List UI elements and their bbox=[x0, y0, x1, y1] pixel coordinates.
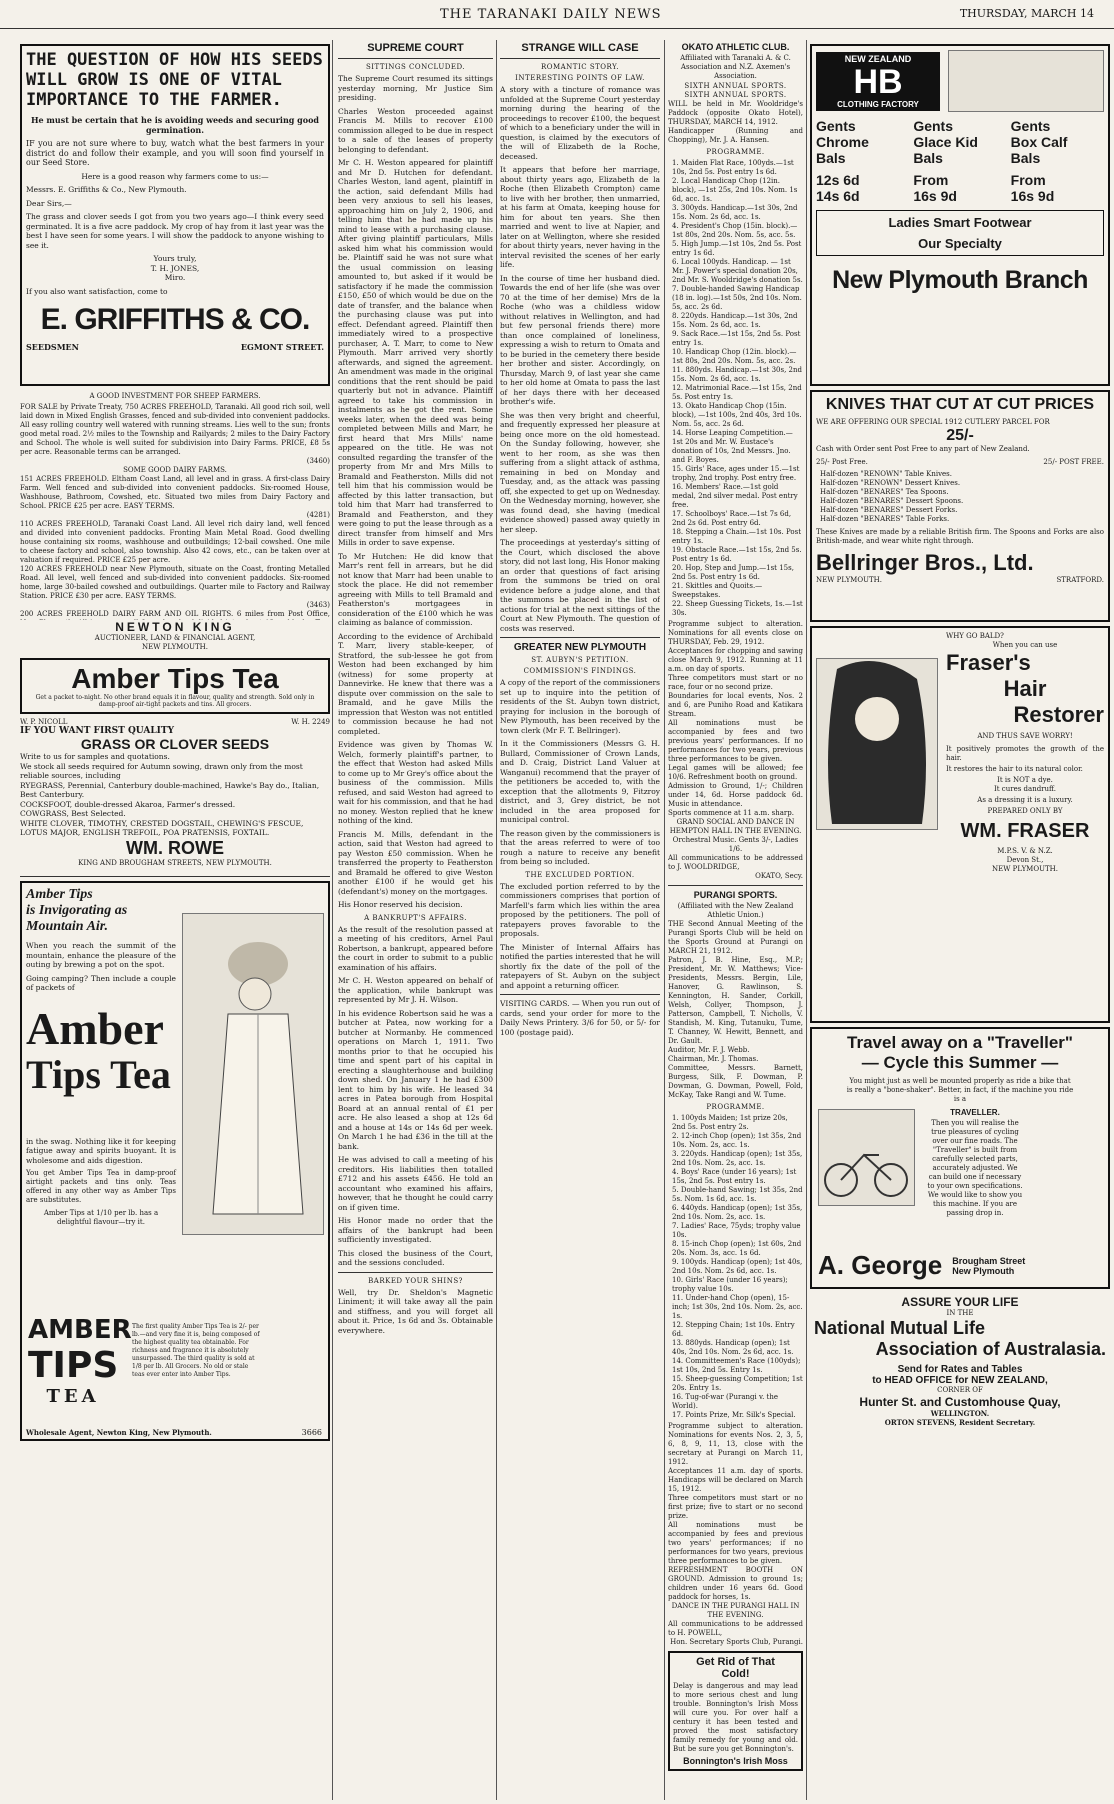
np-branch: New Plymouth Branch bbox=[832, 266, 1088, 294]
knives-item: Half-dozen "RENOWN" Table Knives. bbox=[820, 470, 952, 478]
column-rule bbox=[496, 40, 497, 1800]
tea-heading-1: Amber Tips bbox=[26, 887, 93, 902]
tea-logo-tips: TIPS bbox=[28, 1345, 119, 1386]
shoe-glace-l3: Bals bbox=[913, 150, 943, 166]
court-p4: To Mr Hutchen: He did know that Marr's rent fell in arrears, but he did not know that Marr had been unable to stock the place. He did not remember agreeing with Mills to tell Bramald and Featherston's mortgagees in consideration of the £100 which he was claiming as balance of commission. bbox=[338, 551, 493, 627]
shoe-glace-l1: Gents bbox=[913, 118, 954, 134]
fraser-h3: Restorer bbox=[1013, 702, 1104, 727]
masthead-title: THE TARANAKI DAILY NEWS bbox=[440, 7, 662, 22]
hb-top: NEW ZEALAND bbox=[844, 53, 912, 64]
knives-post-row bbox=[816, 458, 1104, 466]
purangi-p10: REFRESHMENT BOOTH ON GROUND. Admission to ground 1s; children under 16 years 6d. Good paddock for horses, 1s. bbox=[668, 1566, 803, 1601]
george-name: A. George bbox=[818, 1250, 943, 1280]
okato-aff: Affiliated with Taranaki A. & C. Association and N.Z. Axemen's Association. bbox=[680, 54, 791, 80]
newton-king-place: NEW PLYMOUTH. bbox=[142, 643, 208, 651]
newton-king-name: NEWTON KING bbox=[115, 620, 235, 634]
okato-sports: SIXTH ANNUAL SPORTS. bbox=[684, 82, 787, 90]
shoe-boxcalf-l3: Bals bbox=[1010, 150, 1041, 166]
shoe-glace-l2: Glace Kid bbox=[913, 134, 978, 150]
fraser-prep: PREPARED ONLY BY bbox=[987, 807, 1063, 815]
nmla-p1: Send for Rates and Tables bbox=[897, 1364, 1023, 1375]
rowe-name: WM. ROWE bbox=[126, 837, 224, 858]
woman-illustration bbox=[182, 913, 324, 1235]
griffiths-brand: E. GRIFFITHS & CO. bbox=[40, 303, 310, 336]
bank-p4: He was advised to call a meeting of his creditors. His liabilities then totalled £712 and his assets £456. He told an accountant who examined his affairs, however, that he thought he could carry on if given time. bbox=[338, 1155, 493, 1212]
okato-p4: Boundaries for local events, Nos. 2 and 6, are Puniho Road and Katikara Stream. bbox=[668, 692, 803, 718]
bellringer-right: STRATFORD. bbox=[1056, 576, 1104, 584]
knives-items bbox=[816, 470, 1104, 524]
shoe-chrome-l3: Bals bbox=[816, 150, 846, 166]
hb-mid: HB bbox=[853, 62, 903, 101]
nmla-addr: Hunter St. and Customhouse Quay, bbox=[859, 1395, 1061, 1409]
knives-item: Half-dozen "BENARES" Dessert Forks. bbox=[820, 506, 958, 514]
purangi-p2: Patron, J. B. Hine, Esq., M.P.; President, Mr. W. Matthews; Vice-Presidents, Messrs. Bergin, Lile, Hanover, G. Rawlinson, S. Kennington, H. Sander, Corkill, Welsh, Collyer, Thompson, J. Patterson, Campbell, T. Nicholls, V. Standish, M. King, Tutanuku, Tume, T. Channey, W. Hewitt, Bennett, and Dr. Gault. bbox=[668, 956, 803, 1045]
griffiths-right: EGMONT STREET. bbox=[240, 342, 324, 352]
purangi-prog-item: 9. 100yds. Handicap (open); 1st 40s, 2nd 10s. Nom. 2s 6d, acc. 1s. bbox=[672, 1258, 803, 1275]
shoe-glace-p1: From bbox=[913, 172, 949, 188]
okato-prog-item: 7. Double-handed Sawing Handicap (18 in. log).—1st 50s, 2nd 10s. Nom. 5s, acc. 2s 6d. bbox=[672, 285, 802, 311]
knives-p5: These Knives are made by a reliable British firm. The Spoons and Forks are also British-made, and wear white right through. bbox=[816, 528, 1104, 545]
purangi-prog-item: 12. Stepping Chain; 1st 10s. Entry 6d. bbox=[672, 1321, 795, 1338]
rowe-line-3: RYEGRASS, Perennial, Canterbury double-machined, Hawke's Bay do., Italian, Best Canterbury. bbox=[20, 780, 320, 799]
knives-price: 25/- bbox=[946, 427, 974, 444]
tea-small-print: The first quality Amber Tips Tea is 2/- per lb.—and very fine it is, being composed of the highest quality tea obtainable. For richness and fragrance it is absolutely unsurpassed. The third quality is sold at 1/8 per lb. All Grocers. No old or stale teas ever enter into Amber Tips. bbox=[132, 1323, 260, 1378]
shoe-chrome-l2: Chrome bbox=[816, 134, 869, 150]
griffiths-seed-ad bbox=[20, 44, 330, 386]
okato-head: OKATO ATHLETIC CLUB. bbox=[681, 42, 790, 52]
purangi-prog-item: 1. 100yds Maiden; 1st prize 20s, 2nd 5s. Post entry 2s. bbox=[672, 1114, 788, 1131]
fraser-cred: M.P.S. V. & N.Z. bbox=[997, 847, 1053, 855]
okato-prog-item: 13. Okato Handicap Chop (15in. block), —1st 100s, 2nd 40s, 3rd 10s. Nom. 5s, acc. 2s 6d. bbox=[672, 402, 802, 428]
factory-illustration bbox=[948, 50, 1104, 112]
travel-h2: — Cycle this Summer — bbox=[861, 1053, 1059, 1072]
knives-item: Half-dozen "BENARES" Table Forks. bbox=[820, 515, 950, 523]
purangi-prog-item: 16. Tug-of-war (Purangi v. the World). bbox=[672, 1393, 778, 1410]
shoe-chrome-p1: 12s 6d bbox=[816, 172, 860, 188]
letter-name: T. H. JONES, bbox=[150, 263, 200, 273]
letter-place: Miro. bbox=[164, 273, 186, 282]
tea-ref: 3666 bbox=[301, 1428, 322, 1437]
fraser-save: AND THUS SAVE WORRY! bbox=[977, 732, 1073, 740]
tea-para-3: in the swag. Nothing like it for keeping fatigue away and spirits buoyant. It is wholesome and aids digestion. bbox=[26, 1136, 176, 1165]
greater-np-sub1: ST. AUBYN'S PETITION. bbox=[531, 656, 629, 664]
okato-sports-2: SIXTH ANNUAL SPORTS. bbox=[684, 91, 787, 99]
farm-151: 151 ACRES FREEHOLD. Eltham Coast Land, all level and in grass. A first-class Dairy Farm. Well fenced and sub-divided into convenient paddocks. Six-roomed House, Washhouse, Bathroom, Cowshed, etc. Situated two miles from Dairy Factory and School. PRICE £25 per acre. EASY TERMS. bbox=[20, 475, 330, 510]
seeds-lead: He must be certain that he is avoiding weeds and securing good germination. bbox=[30, 115, 319, 135]
column-3 bbox=[500, 40, 660, 1800]
nmla-2: Association of Australasia. bbox=[875, 1339, 1106, 1359]
amber-banner-sub: Get a packet to-night. No other brand equals it in flavour, quality and strength. Sold only in damp-proof air-tight packets and tins. All grocers. bbox=[35, 694, 315, 708]
knives-p3: 25/- Post Free. bbox=[816, 458, 868, 466]
cold-brand: Bonnington's Irish Moss bbox=[683, 1756, 788, 1766]
ladies-line-1: Ladies Smart Footwear bbox=[888, 215, 1032, 230]
column-rule bbox=[664, 40, 665, 1800]
shoe-glace-p2: 16s 9d bbox=[913, 188, 957, 204]
okato-concert: GRAND SOCIAL AND DANCE IN HEMPTON HALL IN THE EVENING. Orchestral Music. Gents 3/-, Ladies 1/6. bbox=[669, 818, 802, 853]
tea-heading-2: is Invigorating as bbox=[26, 903, 128, 918]
okato-p3: Three competitors must start or no race, four or no second prize. bbox=[668, 674, 803, 691]
seeds-body: IF you are not sure where to buy, watch what the best farmers in your district do and follow their example, and you will soon find yourself in our Seed Store. bbox=[26, 139, 324, 167]
travel-name: TRAVELLER. bbox=[950, 1108, 1000, 1117]
national-mutual-ad bbox=[810, 1293, 1110, 1429]
visiting-cards: VISITING CARDS. — When you run out of cards, send your order for more to the Daily News Printery. 3/6 for 50, or 5/- for 100 (postage paid). bbox=[500, 999, 660, 1037]
gp-p2: In it the Commissioners (Messrs G. H. Bullard, Commissioner of Crown Lands, and D. Craig, District Land Valuer at Wanganui) recommend that the prayer of the petitioners be acceded to, with the exception that the allotments 9, Fitzroy district, and 3, Grey district, be not included in the area proposed for municipal control. bbox=[500, 739, 660, 824]
satisfaction-line: If you also want satisfaction, come to bbox=[26, 286, 168, 296]
tea-agent: Wholesale Agent, Newton King, New Plymouth. bbox=[26, 1428, 212, 1437]
fraser-p2: It restores the hair to its natural color. bbox=[946, 765, 1083, 773]
bellringer-knives-ad bbox=[810, 390, 1110, 622]
seeds-reason: Here is a good reason why farmers come to us:— bbox=[81, 171, 269, 181]
tea-para-1: When you reach the summit of the mountain, enhance the pleasure of the outing by brewing a pot on the spot. bbox=[26, 941, 176, 969]
amber-banner-title: Amber Tips Tea bbox=[71, 663, 279, 694]
george-row bbox=[818, 1250, 1025, 1281]
griffiths-left: SEEDSMEN bbox=[26, 342, 79, 352]
okato-p1: Programme subject to alteration. Nominations for all events close on THURSDAY, Feb. 29, 1912. bbox=[668, 620, 803, 646]
newton-king-land-ad bbox=[20, 390, 330, 620]
rowe-line-4: COCKSFOOT, double-dressed Akaroa, Farmer's dressed. bbox=[20, 799, 236, 809]
purangi-p12: All communications to be addressed to H. POWELL, bbox=[668, 1620, 803, 1637]
travel-h1: Travel away on a "Traveller" bbox=[847, 1033, 1073, 1052]
purangi-aff: (Affiliated with the New Zealand Athletic Union.) bbox=[677, 902, 794, 919]
nmla-corner: CORNER OF bbox=[937, 1386, 983, 1394]
letter-sign: Yours truly, bbox=[153, 254, 197, 263]
knives-p1: WE ARE OFFERING OUR SPECIAL 1912 CUTLERY PARCEL FOR bbox=[816, 418, 1050, 426]
okato-prog-item: 10. Handicap Chop (12in. block).—1st 80s, 2nd 20s. Nom. 5s, acc. 2s. bbox=[672, 348, 797, 365]
purangi-p13: Hon. Secretary Sports Club, Purangi. bbox=[670, 1638, 803, 1646]
column-2 bbox=[338, 40, 493, 1800]
hb-clothing-ad bbox=[810, 44, 1110, 386]
okato-held: WILL be held in Mr. Wooldridge's Paddock (opposite Okato Hotel), THURSDAY, MARCH 14, 1912. bbox=[668, 100, 803, 126]
bank-p5: His Honor made no order that the affairs of the bankrupt had been sufficiently investigated. bbox=[338, 1216, 493, 1244]
purangi-prog-item: 17. Points Prize, Mr. Silk's Special. bbox=[672, 1411, 796, 1419]
column-4 bbox=[668, 40, 803, 1800]
farm-head: A GOOD INVESTMENT FOR SHEEP FARMERS. bbox=[89, 392, 261, 400]
nicoll-right: W. H. 2249 bbox=[291, 718, 330, 726]
purangi-p1: THE Second Annual Meeting of the Purangi Sports Club will be held on the Sports Ground at Purangi on MARCH 21, 1912. bbox=[668, 920, 803, 955]
shoe-boxcalf-p2: 16s 9d bbox=[1010, 188, 1055, 204]
court-p1: The Supreme Court resumed its sittings yesterday morning, Mr Justice Sim presiding. bbox=[338, 74, 493, 102]
will-p1: A story with a tincture of romance was unfolded at the Supreme Court yesterday morning during the hearing of the proceedings to recover £100, the bequest of which to a beneficiary under the will in question, is claimed by the executors of the will of Elizabeth de la Roche, deceased. bbox=[500, 85, 660, 161]
fraser-p1: It positively promotes the growth of the hair. bbox=[946, 745, 1104, 762]
rowe-line-6: WHITE CLOVER, TIMOTHY, CRESTED DOGSTAIL, CHEWING'S FESCUE, LOTUS MAJOR, ENGLISH TREFOIL, POA PRATENSIS, FOXTAIL. bbox=[20, 818, 304, 837]
okato-prog-item: 19. Obstacle Race.—1st 15s, 2nd 5s. Post entry 1s 6d. bbox=[672, 546, 802, 563]
bankrupt-head: A BANKRUPT'S AFFAIRS. bbox=[364, 913, 467, 922]
okato-prog-item: 6. Local 100yds. Handicap. — 1st Mr. J. Power's special donation 20s, 2nd Mr. S. Wooldridge's donation 5s. bbox=[672, 258, 803, 284]
shoe-chrome-l1: Gents bbox=[816, 118, 856, 134]
okato-prog-item: 14. Horse Leaping Competition.—1st 20s and Mr. W. Eustace's donation of 10s, 2nd Messrs. Jno. and F. Boyes. bbox=[672, 429, 793, 464]
okato-prog-item: 9. Sack Race.—1st 15s, 2nd 5s. Post entry 1s. bbox=[672, 330, 801, 347]
rowe-intro: IF YOU WANT FIRST QUALITY bbox=[20, 726, 175, 736]
okato-sec-1: All communications to be addressed to J. WOOLDRIDGE, bbox=[668, 854, 803, 871]
shoe-boxcalf-l1: Gents bbox=[1010, 118, 1051, 134]
hb-logo-row bbox=[816, 50, 1104, 112]
purangi-prog-item: 5. Double-hand Sawing; 1st 35s, 2nd 5s. Nom. 1s 6d, acc. 1s. bbox=[672, 1186, 803, 1203]
gp-p1: A copy of the report of the commissioners set up to inquire into the petition of residents of the St. Aubyn town district, praying for inclusion in the borough of New Plymouth, has been received by the town clerk (Mr F. T. Bellringer). bbox=[500, 678, 660, 735]
letter-body: The grass and clover seeds I got from you two years ago—I think every seed germinated. It is a five acre paddock. My crop of hay from it last year was the best I have seen for some years. I will show the paddock to anyone wishing to see it. bbox=[26, 212, 324, 250]
okato-p5: All nominations must be accompanied by fees and two previous years' performances. If no performances for two years, previous three performances to be given. bbox=[668, 719, 803, 763]
purangi-p3: Auditor, Mr. F. J. Webb. bbox=[668, 1046, 750, 1054]
purangi-p4: Chairman, Mr. J. Thomas. bbox=[668, 1055, 759, 1063]
tea-para-5: Amber Tips at 1/10 per lb. has a delightful flavour—try it. bbox=[43, 1209, 159, 1226]
nmla-city: WELLINGTON. bbox=[930, 1409, 990, 1418]
purangi-head: PURANGI SPORTS. bbox=[693, 890, 778, 900]
cold-head-2: Cold! bbox=[721, 1668, 750, 1680]
shoe-prices bbox=[816, 118, 1104, 204]
will-p4: She was then very bright and cheerful, and frequently expressed her pleasure at being once more on the old homestead. On the Sunday following, however, she went to her room, as she was then suffering from a slight attack of asthma, remaining in bed on Monday and Tuesday, and, as the attack was passing off, she expected to get up on Wednesday. On the Wednesday morning, however, she was found dead, she having (medical evidence showed) passed away quietly in her sleep. bbox=[500, 410, 660, 534]
fraser-when: When you can use bbox=[992, 641, 1058, 649]
amber-tips-banner bbox=[20, 658, 330, 714]
column-rule bbox=[332, 40, 333, 1800]
farm-151-ref: (4281) bbox=[306, 511, 330, 519]
barked-head: BARKED YOUR SHINS? bbox=[368, 1276, 463, 1285]
farm-120: 120 ACRES FREEHOLD near New Plymouth, situate on the Coast, fronting Metalled Road. All level, well fenced and sub-divided into convenient paddocks. Six-roomed home, large 30-bailed cowshed and outbuildings. Quarter mile to Factory and Railway Station. PRICE £30 per acre. EASY TERMS. bbox=[20, 565, 330, 600]
court-p7: Francis M. Mills, defendant in the action, said that Weston had agreed to pay Weston £50 commission. When he transferred the property to Featherston and Bramald he offered to give Weston another £100 if he would get his (defendant's) money on the mortgages. bbox=[338, 829, 493, 896]
purangi-p9: All nominations must be accompanied by fees and previous two years' performances; if no performances for two years, previous three performances to be given. bbox=[668, 1521, 803, 1565]
nmla-p2: to HEAD OFFICE for NEW ZEALAND, bbox=[872, 1375, 1048, 1386]
will-case-sub2: INTERESTING POINTS OF LAW. bbox=[515, 74, 645, 82]
farm-dairy-head: SOME GOOD DAIRY FARMS. bbox=[123, 466, 227, 474]
bank-p6: This closed the business of the Court, and the sessions concluded. bbox=[338, 1248, 493, 1267]
shoe-chrome bbox=[816, 118, 909, 204]
ladies-box bbox=[816, 210, 1104, 256]
farm-750-ref: (3460) bbox=[306, 457, 330, 465]
rowe-address: KING AND BROUGHAM STREETS, NEW PLYMOUTH. bbox=[78, 858, 272, 867]
fraser-h2: Hair bbox=[1003, 676, 1047, 701]
tea-para-4: You get Amber Tips Tea in damp-proof airtight packets and tins only. Teas offered in any other way as Amber Tips are substitutes. bbox=[26, 1169, 176, 1204]
fraser-p5: As a dressing it is a luxury. bbox=[977, 796, 1073, 804]
okato-prog-item: 20. Hop, Step and Jump.—1st 15s, 2nd 5s. Post entry 1s 6d. bbox=[672, 564, 794, 581]
court-p8: His Honor reserved his decision. bbox=[338, 900, 463, 909]
okato-p6: Legal games will be allowed; fee 10/6. Refreshment booth on ground. bbox=[668, 764, 803, 781]
purangi-prog-item: 10. Girls' Race (under 16 years); trophy value 10s. bbox=[672, 1276, 788, 1293]
farm-110: 110 ACRES FREEHOLD, Taranaki Coast Land. All level rich dairy land, well fenced and divided into convenient paddocks. Fronting Main Metal Road. Good dwelling house containing six rooms, washhouse and outbuildings; 12-bail cowshed. One mile to cheese factory and school, also township. Also 42 cows, etc., can be taken over at valuation if required. PRICE £25 per acre. bbox=[20, 520, 330, 564]
purangi-prog-item: 15. Sheep-guessing Competition; 1st 20s. Entry 1s. bbox=[672, 1375, 803, 1392]
fraser-addr2: NEW PLYMOUTH. bbox=[992, 865, 1058, 873]
okato-prog-item: 11. 880yds. Handicap.—1st 30s, 2nd 15s. Nom. 2s 6d, acc. 1s. bbox=[672, 366, 802, 383]
purangi-prog-item: 3. 220yds. Handicap (open); 1st 35s, 2nd 10s. Nom. 2s, acc. 1s. bbox=[672, 1150, 803, 1167]
tea-logo bbox=[28, 1315, 132, 1407]
bank-p1: As the result of the resolution passed at a meeting of his creditors, Arnel Paul Robertson, a bankrupt, appeared before the court in order to submit to a public examination of his affairs. bbox=[338, 924, 493, 972]
okato-prog-head: PROGRAMME. bbox=[706, 148, 765, 156]
hb-bottom: CLOTHING FACTORY bbox=[837, 99, 919, 109]
okato-sec-2: OKATO, Secy. bbox=[755, 872, 803, 880]
nmla-sec: ORTON STEVENS, Resident Secretary. bbox=[884, 1418, 1036, 1427]
court-p3: Mr C. H. Weston appeared for plaintiff and Mr D. Hutchen for defendant. Charles Weston, land agent, plaintiff in the action, said defendant Mills had been very anxious to sell his leases, approaching him on July 2, 1906, and telling him that he had made up his mind to lease with a purchasing clause. After giving plaintiff particulars, Mills asked him what his commission would be. Plaintiff said he was not sure what the usual commission on leasing amounted to, but asked if it would be satisfactory if he made the commission £150, £50 of which would be due on the date of transfer, and the balance when the purchasing clause was put into effect. Defendant agreed. Plaintiff then immediately wired to a prospective purchaser, A. T. Marr, to come to New Plymouth. Marr arrived very shortly afterwards, and signed the agreement. An amendment was made in the original conditions that the rent should be paid quarterly but not in advance. Plaintiff agreed to take his commission in instalments as he got the rent. Some weeks later, when the deed was being completed between Mills and Marr, he first heard that Mrs Mills' name appeared on the title. He was not consulted regarding the transfer of the property from Mr and Mrs Mills to Bramald and Featherston. Mills did not tell him that his commission would be affected by this latter transaction, but told him that Marr had transferred to Bramald and Featherston, and they were going to put the lease through as a direct transfer from himself and Mrs Mills in order to save expense. bbox=[338, 158, 493, 547]
column-5 bbox=[810, 40, 1110, 1800]
okato-p8: Sports commence at 11 a.m. sharp. bbox=[668, 809, 794, 817]
fraser-h1: Fraser's bbox=[946, 650, 1031, 675]
fraser-hair-ad bbox=[810, 626, 1110, 1023]
seeds-headline: THE QUESTION OF HOW HIS SEEDS WILL GROW IS ONE OF VITAL IMPORTANCE TO THE FARMER. bbox=[26, 50, 323, 110]
supreme-court-sub: SITTINGS CONCLUDED. bbox=[365, 63, 466, 71]
will-p2: It appears that before her marriage, about thirty years ago, Elizabeth de la Roche (then Elizabeth Crompton) came to live with her brother, then unmarried, at his farm at Omata, keeping house for him for about ten years. She then married and went to live at Napier, and later on at Wellington, where she resided for about thirty years, never having in the interval revisited the scenes of her early life. bbox=[500, 165, 660, 269]
will-case-sub1: ROMANTIC STORY. bbox=[540, 63, 620, 71]
irish-moss-ad bbox=[668, 1651, 803, 1771]
okato-prog-item: 1. Maiden Flat Race, 100yds.—1st 10s, 2nd 5s. Post entry 1s 6d. bbox=[672, 159, 794, 176]
okato-p2: Acceptances for chopping and sawing close March 9, 1912. Running at 11 a.m. on day of sports. bbox=[668, 647, 803, 673]
tea-logo-tea: TEA bbox=[46, 1386, 100, 1407]
masthead-date: THURSDAY, MARCH 14 bbox=[959, 7, 1094, 20]
okato-prog-item: 22. Sheep Guessing Tickets, 1s.—1st 30s. bbox=[672, 600, 803, 617]
knives-item: Half-dozen "RENOWN" Dessert Knives. bbox=[820, 479, 961, 487]
hb-logo bbox=[816, 52, 940, 111]
nmla-1: National Mutual Life bbox=[814, 1318, 985, 1338]
purangi-prog-item: 8. 15-inch Chop (open); 1st 60s, 2nd 20s. Nom. 3s, acc. 1s 6d. bbox=[672, 1240, 802, 1257]
okato-prog-item: 17. Schoolboys' Race.—1st 7s 6d, 2nd 2s 6d. Post entry 6d. bbox=[672, 510, 792, 527]
fraser-name: WM. FRASER bbox=[960, 820, 1090, 842]
gp-p3: The reason given by the commissioners is that the areas referred to were of too rough a nature to receive any benefit from being so included. bbox=[500, 828, 660, 866]
tea-para-2: Going camping? Then include a couple of packets of bbox=[26, 973, 176, 992]
griffiths-footer bbox=[26, 342, 324, 352]
purangi-p5: Committee, Messrs. Barnett, Burgess, Silk, F. Dowman, P. Dowman, G. Dowman, Powell, Fold, McKay, Take Rangi and W. Tume. bbox=[668, 1064, 803, 1099]
travel-p1: You might just as well be mounted properly as ride a bike that is really a "bone-shaker". Better, in fact, if the machine you ride is a bbox=[846, 1077, 1074, 1103]
okato-prog-item: 3. 300yds. Handicap.—1st 30s, 2nd 15s. Nom. 2s 6d, acc. 1s. bbox=[672, 204, 798, 221]
bank-p3: In his evidence Robertson said he was a butcher at Patea, now working for a butcher at Normanby. He commenced operations on March 1, 1911. Two months prior to that he occupied his time and spent part of his capital in erecting a slaughterhouse and building down shed. On January 1 he had £300 lent to him by his wife. He leased 34 acres in Patea borough from Hospital Board at an annual rental of £1 per acre. He also leased a shop at 12s 6d and a house at 14s or 14s 6d per week. On March 1 he had £36 in the till at the bank. bbox=[338, 1008, 493, 1151]
will-p5: The proceedings at yesterday's sitting of the Court, which disclosed the above story, did not last long, His Honor making an order that questions of fact arising from the summons be tried on oral evidence before a judge alone, and that the summons be placed in the list of actions for trial at the next sittings of the Court at New Plymouth. The question of costs was reserved. bbox=[500, 538, 660, 633]
greater-np-sub2: COMMISSION'S FINDINGS. bbox=[523, 667, 637, 675]
bellringer-name: Bellringer Bros., Ltd. bbox=[816, 550, 1034, 575]
column-1 bbox=[20, 40, 330, 1800]
purangi-prog-item: 11. Under-hand Chop (open), 15-inch; 1st 30s, 2nd 10s. Nom. 2s, acc. 1s. bbox=[672, 1294, 803, 1320]
fraser-p3: It is NOT a dye. bbox=[997, 776, 1053, 784]
fraser-p4: It cures dandruff. bbox=[994, 785, 1056, 793]
amber-tips-tea-ad bbox=[20, 881, 330, 1441]
masthead bbox=[0, 0, 1114, 29]
purangi-prog-item: 2. 12-inch Chop (open); 1st 35s, 2nd 10s. Nom. 2s, acc. 1s. bbox=[672, 1132, 802, 1149]
tea-logo-amber: AMBER bbox=[28, 1315, 132, 1345]
purangi-prog-item: 7. Ladies' Race, 75yds; trophy value 10s. bbox=[672, 1222, 801, 1239]
okato-prog-item: 8. 220yds. Handicap.—1st 30s, 2nd 15s. Nom. 2s 6d, acc. 1s. bbox=[672, 312, 798, 329]
will-case-head: STRANGE WILL CASE bbox=[521, 42, 639, 54]
bellringer-left: NEW PLYMOUTH. bbox=[816, 576, 882, 584]
supreme-court-head: SUPREME COURT bbox=[367, 42, 464, 54]
purangi-prog-item: 14. Committeemen's Race (100yds); 1st 10s, 2nd 5s. Entry 1s. bbox=[672, 1357, 801, 1374]
rowe-head: GRASS OR CLOVER SEEDS bbox=[80, 736, 270, 752]
gp-p5: The Minister of Internal Affairs has notified the parties interested that he will shortly fix the date of the poll of the ratepayers of St. Aubyn on the subject and appoint a returning officer. bbox=[500, 942, 660, 990]
okato-prog-item: 12. Matrimonial Race.—1st 15s, 2nd 5s. Post entry 1s. bbox=[672, 384, 802, 401]
purangi-programme bbox=[668, 1114, 803, 1420]
travel-p2: Then you will realise the true pleasures of cycling over our fine roads. The "Traveller" is built from carefully selected parts, accurately adjusted. We can build one if necessary to your own specifications. We would like to show you this machine. If you are passing drop in. bbox=[927, 1119, 1023, 1217]
tea-brand-tipstea: Tips Tea bbox=[26, 1051, 171, 1097]
assure: ASSURE YOUR LIFE bbox=[901, 1295, 1019, 1309]
bellringer-places bbox=[816, 576, 1104, 584]
nicoll-line bbox=[20, 718, 330, 726]
george-addr1: Brougham Street bbox=[952, 1255, 1026, 1266]
nicoll-left: W. P. NICOLL bbox=[20, 718, 68, 726]
column-rule bbox=[806, 40, 807, 1800]
ladies-line-2: Our Specialty bbox=[918, 236, 1002, 251]
shoe-boxcalf-p1: From bbox=[1010, 172, 1046, 188]
purangi-p7: Acceptances 11 a.m. day of sports. Handicaps will be declared on March 15, 1912. bbox=[668, 1467, 803, 1493]
okato-handicapper: Handicapper (Running and Chopping), Mr. J. A. Hansen. bbox=[668, 127, 803, 144]
okato-p7: Admission to Ground, 1/-; Children under 14, 6d. Horse paddock 6d. Music in attendance. bbox=[668, 782, 803, 808]
shoe-chrome-p2: 14s 6d bbox=[816, 188, 860, 204]
purangi-prog-head: PROGRAMME. bbox=[706, 1103, 765, 1111]
gp-p4: The excluded portion referred to by the commissioners comprises that portion of Marfell's farm which lies within the area proposed by the petitioners. The poll of ratepayers proves favorable to the proposals. bbox=[500, 881, 660, 938]
bank-p2: Mr C. H. Weston appeared on behalf of the application, while bankrupt was represented by Mr J. H. Wilson. bbox=[338, 976, 493, 1004]
knives-item: Half-dozen "BENARES" Tea Spoons. bbox=[820, 488, 949, 496]
tea-brand-amber: Amber bbox=[26, 1002, 164, 1054]
rowe-seed-ad bbox=[20, 726, 330, 877]
newton-king-sub: AUCTIONEER, LAND & FINANCIAL AGENT, bbox=[94, 634, 256, 642]
okato-prog-item: 2. Local Handicap Chop (12in. block), —1st 25s, 2nd 10s. Nom. 1s 6d, acc. 1s. bbox=[672, 177, 798, 203]
knives-p4: 25/- POST FREE. bbox=[1043, 458, 1104, 466]
shoe-glace bbox=[913, 118, 1006, 204]
purangi-p8: Three competitors must start or no first prize; five to start or no second prize. bbox=[668, 1494, 803, 1520]
okato-prog-item: 18. Stepping a Chain.—1st 10s. Post entry 1s. bbox=[672, 528, 802, 545]
rowe-line-5: COWGRASS, Best Selected. bbox=[20, 809, 126, 818]
cold-body: Delay is dangerous and may lead to more serious chest and lung trouble. Bonnington's Irish Moss will cure you. For over half a century it has been tested and proved the most satisfactory family remedy for young and old. But be sure you get Bonnington's. bbox=[673, 1682, 798, 1753]
lady-hair-illustration bbox=[816, 658, 938, 830]
purangi-prog-item: 4. Boys' Race (under 16 years); 1st 15s, 2nd 5s. Post entry 1s. bbox=[672, 1168, 797, 1185]
letter-to: Messrs. E. Griffiths & Co., New Plymouth. bbox=[26, 185, 187, 194]
purangi-p11: DANCE IN THE PURANGI HALL IN THE EVENING. bbox=[671, 1602, 800, 1619]
rowe-line-1: Write to us for samples and quotations. bbox=[20, 752, 170, 761]
farm-120-ref: (3463) bbox=[306, 601, 330, 609]
george-addr2: New Plymouth bbox=[952, 1265, 1015, 1276]
okato-programme bbox=[668, 159, 803, 618]
fraser-addr1: Devon St., bbox=[1006, 856, 1044, 864]
fraser-why: WHY GO BALD? bbox=[946, 632, 1004, 640]
barked-body: Well, try Dr. Sheldon's Magnetic Liniment; it will take away all the pain and stiffness, and you will forget all about it. Price, 1s 6d and 3s. Obtainable everywhere. bbox=[338, 1287, 493, 1335]
knives-p2: Cash with Order sent Post Free to any part of New Zealand. bbox=[816, 445, 1030, 453]
knives-item: Half-dozen "BENARES" Dessert Spoons. bbox=[820, 497, 964, 505]
greater-np-head: GREATER NEW PLYMOUTH bbox=[513, 642, 647, 653]
okato-prog-item: 16. Members' Race.—1st gold medal, 2nd silver medal. Post entry free. bbox=[672, 483, 798, 509]
okato-prog-item: 15. Girls' Race, ages under 15.—1st trophy, 2nd trophy. Post entry free. bbox=[672, 465, 800, 482]
court-p5: According to the evidence of Archibald T. Marr, livery stable-keeper, of Stratford, the sub-lessee he got from Weston had been exchanged by him (witness) for some property at Dannevirke. He knew that there was a dispute over commission on the sale to Bramald, and he gave Mills the impression that Weston was not entitled to commission because he had not completed. bbox=[338, 631, 493, 736]
gp-excluded-head: THE EXCLUDED PORTION. bbox=[525, 870, 635, 879]
okato-prog-item: 4. President's Chop (15in. block).—1st 80s, 2nd 20s. Nom. 5s, acc. 5s. bbox=[672, 222, 798, 239]
traveller-cycle-ad bbox=[810, 1027, 1110, 1289]
purangi-p6: Programme subject to alteration. Nominations for events Nos. 2, 3, 5, 6, 8, 9, 11, 13, close with the secretary at Purangi on March 11, 1912. bbox=[668, 1422, 803, 1466]
purangi-prog-item: 6. 440yds. Handicap (open); 1st 35s, 2nd 10s. Nom. 2s, acc. 1s. bbox=[672, 1204, 803, 1221]
court-p2: Charles Weston proceeded against Francis M. Mills to recover £100 commission alleged to be due in respect to a sale of the leases of property belonging to defendant. bbox=[338, 106, 493, 154]
farm-750: FOR SALE by Private Treaty, 750 ACRES FREEHOLD, Taranaki. All good rich soil, well laid down in Mixed English Grasses, fenced and sub-divided into convenient paddocks. All easy rolling country well watered with running streams. Lies well to the sun; fronts good metal road. 2½ miles to the Township and Railyards; 2 miles to the Dairy Factory and School. The whole is well suited for subdivision into Dairy Farms. PRICE, £8 5s per acre. Reasonable terms can be arranged. bbox=[20, 403, 330, 456]
okato-prog-item: 21. Skittles and Quoits.—Sweepstakes. bbox=[672, 582, 763, 599]
purangi-prog-item: 13. 880yds. Handicap (open); 1st 40s, 2nd 10s. Nom. 2s 6d, acc. 1s. bbox=[672, 1339, 794, 1356]
tea-heading-3: Mountain Air. bbox=[26, 919, 108, 934]
farm-200: 200 ACRES FREEHOLD DAIRY FARM AND OIL RIGHTS. 6 miles from Post Office, bbox=[20, 610, 330, 618]
rowe-line-2: We stock all seeds required for Autumn sowing, drawn only from the most reliable sources, including bbox=[20, 761, 303, 780]
will-p3: In the course of time her husband died. Towards the end of her life (she was over 70 at the time of her demise) Mrs de la Roche (who was a childless widow without relatives in Wellington, and had but few personal friends there) more than once complained of loneliness, expressing a wish to return to Omata and to be buried in the cemetery there beside her brother and sister. Accordingly, on Thursday, March 9, of last year she came to her old home at Omata to pass the last of her days there with her deceased brother's wife. bbox=[500, 273, 660, 406]
letter-salute: Dear Sirs,— bbox=[26, 198, 72, 208]
cold-head-1: Get Rid of That bbox=[696, 1656, 775, 1668]
okato-prog-item: 5. High Jump.—1st 10s, 2nd 5s. Post entry 1s 6d. bbox=[672, 240, 802, 257]
court-p6: Evidence was given by Thomas W. Welch, formerly plaintiff's partner, to the effect that Weston had asked Mills to come up to Mr Grey's office about the business of the commission. Mills refused, and said Weston had agreed to wait for his commission, and that he had no money. Weston replied that he knew nothing of the kind. bbox=[338, 740, 493, 825]
shoe-boxcalf-l2: Box Calf bbox=[1010, 134, 1068, 150]
assure-in: IN THE bbox=[946, 1309, 974, 1317]
knives-head: KNIVES THAT CUT AT CUT PRICES bbox=[825, 396, 1095, 413]
cyclist-illustration bbox=[818, 1109, 915, 1206]
shoe-boxcalf bbox=[1011, 118, 1104, 204]
